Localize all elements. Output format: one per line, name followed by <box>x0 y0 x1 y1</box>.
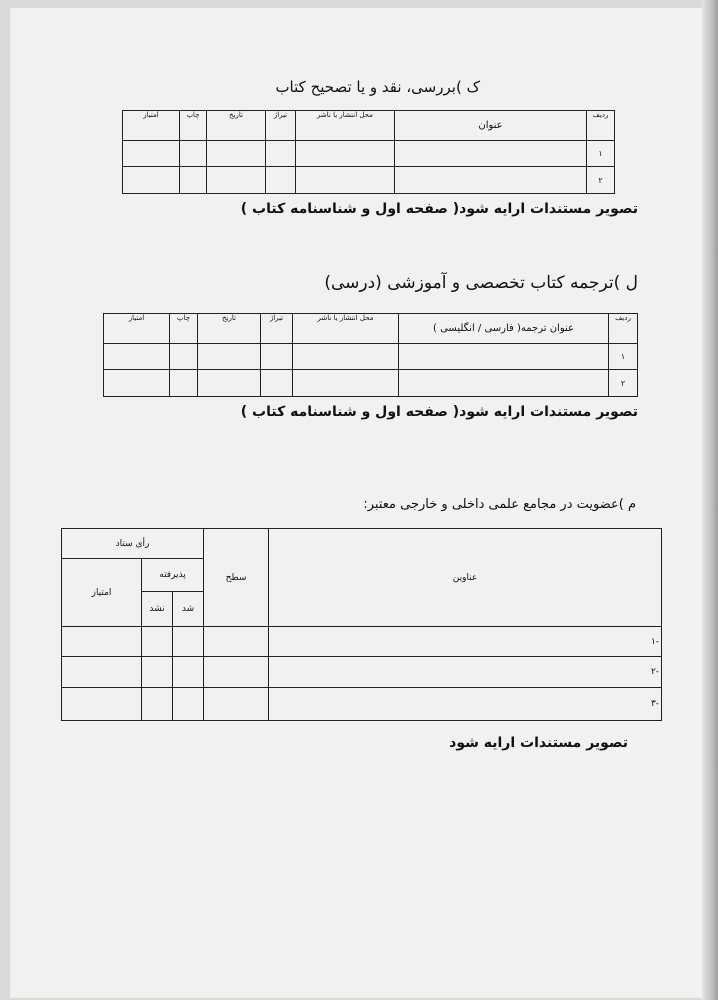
cell-score[interactable] <box>62 627 142 657</box>
table-row <box>62 688 662 721</box>
row-number: -۲ <box>269 657 662 688</box>
row-number: -۳ <box>269 688 662 721</box>
cell-publisher[interactable] <box>296 167 395 194</box>
row-number: ۲ <box>609 370 638 397</box>
cell-yes[interactable] <box>173 627 204 657</box>
header-publisher: محل انتشار یا ناشر <box>296 111 395 141</box>
cell-yes[interactable] <box>173 688 204 721</box>
header-titles: عناوین <box>269 529 662 627</box>
row-number: ۱ <box>587 141 615 167</box>
header-publisher: محل انتشار یا ناشر <box>293 314 399 344</box>
cell-level[interactable] <box>204 688 269 721</box>
cell-level[interactable] <box>204 657 269 688</box>
cell-publisher[interactable] <box>296 141 395 167</box>
cell-score[interactable] <box>104 344 170 370</box>
table-row <box>123 167 615 194</box>
table-row <box>104 370 638 397</box>
cell-translation-title[interactable] <box>399 370 609 397</box>
section-l-note: تصویر مستندات ارایه شود( صفحه اول و شناسنامه کتاب ) <box>240 404 638 420</box>
header-edition: چاپ <box>170 314 198 344</box>
cell-circulation[interactable] <box>266 141 296 167</box>
cell-edition[interactable] <box>180 167 207 194</box>
row-number: -۱ <box>269 627 662 657</box>
cell-score[interactable] <box>62 657 142 688</box>
row-number: ۱ <box>609 344 638 370</box>
header-circulation: تیراژ <box>261 314 293 344</box>
cell-score[interactable] <box>62 688 142 721</box>
cell-title[interactable] <box>395 167 587 194</box>
header-accepted: پذیرفته <box>142 559 204 592</box>
header-score: امتیاز <box>123 111 180 141</box>
cell-circulation[interactable] <box>266 167 296 194</box>
section-k-table <box>122 110 615 194</box>
header-title: عنوان <box>395 111 587 141</box>
cell-edition[interactable] <box>180 141 207 167</box>
cell-no[interactable] <box>142 688 173 721</box>
cell-level[interactable] <box>204 627 269 657</box>
header-edition: چاپ <box>180 111 207 141</box>
header-yes: شد <box>173 592 204 627</box>
table-row <box>62 627 662 657</box>
cell-yes[interactable] <box>173 657 204 688</box>
section-k-note: تصویر مستندات ارایه شود( صفحه اول و شناسنامه کتاب ) <box>240 201 638 217</box>
cell-date[interactable] <box>207 141 266 167</box>
cell-no[interactable] <box>142 657 173 688</box>
section-m-heading: م )عضویت در مجامع علمی داخلی و خارجی معتبر: <box>363 497 636 512</box>
section-m-table <box>61 528 662 721</box>
header-row-number: ردیف <box>609 314 638 344</box>
scan-edge-shadow <box>702 0 718 1000</box>
cell-score[interactable] <box>123 167 180 194</box>
section-m-note: تصویر مستندات ارایه شود <box>449 735 628 751</box>
section-l-table <box>103 313 638 397</box>
cell-no[interactable] <box>142 627 173 657</box>
cell-score[interactable] <box>104 370 170 397</box>
header-date: تاریخ <box>198 314 261 344</box>
table-row <box>62 657 662 688</box>
header-score: امتیاز <box>104 314 170 344</box>
cell-score[interactable] <box>123 141 180 167</box>
header-translation-title: عنوان ترجمه( فارسی / انگلیسی ) <box>399 314 609 344</box>
section-l-heading: ل )ترجمه کتاب تخصصی و آموزشی (درسی) <box>324 273 638 293</box>
header-level: سطح <box>204 529 269 627</box>
row-number: ۲ <box>587 167 615 194</box>
cell-edition[interactable] <box>170 370 198 397</box>
header-score: امتیاز <box>62 559 142 627</box>
header-committee-vote: رأی ستاد <box>62 529 204 559</box>
header-no: نشد <box>142 592 173 627</box>
cell-circulation[interactable] <box>261 344 293 370</box>
cell-date[interactable] <box>198 344 261 370</box>
section-k-heading: ک )بررسی، نقد و یا تصحیح کتاب <box>275 78 480 96</box>
cell-edition[interactable] <box>170 344 198 370</box>
header-date: تاریخ <box>207 111 266 141</box>
header-row-number: ردیف <box>587 111 615 141</box>
cell-publisher[interactable] <box>293 370 399 397</box>
cell-date[interactable] <box>198 370 261 397</box>
cell-title[interactable] <box>395 141 587 167</box>
cell-translation-title[interactable] <box>399 344 609 370</box>
table-row <box>123 141 615 167</box>
cell-publisher[interactable] <box>293 344 399 370</box>
header-circulation: تیراژ <box>266 111 296 141</box>
table-row <box>104 344 638 370</box>
cell-date[interactable] <box>207 167 266 194</box>
cell-circulation[interactable] <box>261 370 293 397</box>
